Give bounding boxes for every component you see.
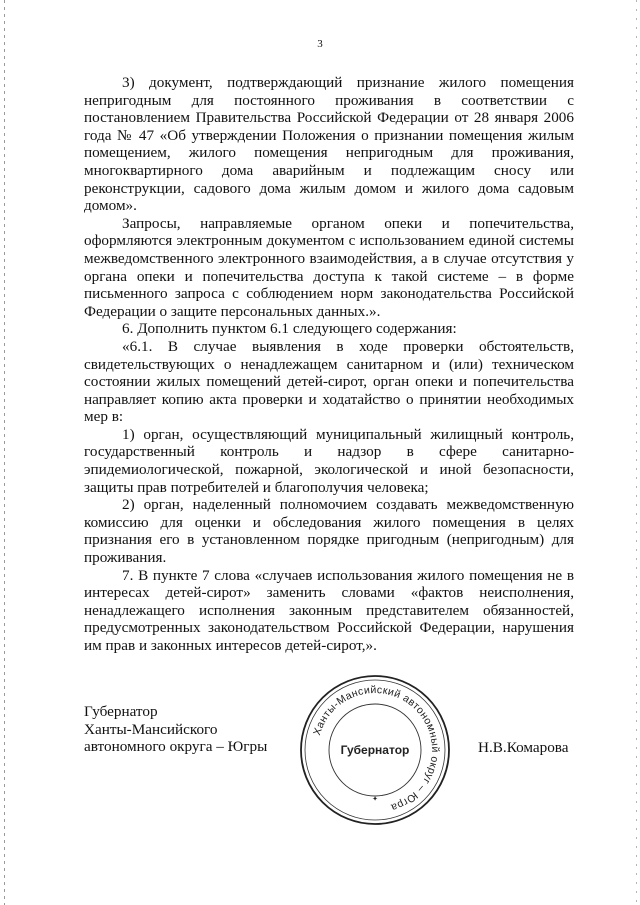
paragraph: 3) документ, подтверждающий признание жилого помещения непригодным для постоянного проживания в соответствии с постановлением Правительства Российской Федерации от 28 января 2006 года № 47 «Об утверждении Положения о признании помещения жилым помещением, жилого помещения непригодным для проживания, многоквартирного дома аварийным и подлежащим сносу или реконструкции, садового дома жилым домом и жилого дома садовым домом».: [84, 74, 574, 215]
stamp-ring-text: Ханты-Мансийский автономный округ – Югра: [311, 683, 442, 814]
document-body: [84, 74, 574, 655]
scan-right-edge: [636, 0, 637, 905]
stamp-star: ✦: [372, 795, 378, 803]
position-line: Губернатор: [84, 703, 158, 720]
paragraph: «6.1. В случае выявления в ходе проверки обстоятельств, свидетельствующих о ненадлежащем санитарном и (или) техническом состоянии жилых помещений детей-сирот, орган опеки и попечительства направляет копию акта проверки и ходатайство о принятии необходимых мер в:: [84, 337, 574, 426]
position-line: автономного округа – Югры: [84, 738, 268, 756]
page-number: 3: [317, 38, 323, 50]
paragraph: Запросы, направляемые органом опеки и попечительства, оформляются электронным документом с использованием единой системы межведомственного электронного взаимодействия, а в случае отсутствия у органа опеки и попечительства доступа к такой системе – в форме письменного запроса с соблюдением норм законодательства Российской Федерации о защите персональных данных.».: [84, 214, 574, 320]
stamp-center-text: Губернатор: [340, 743, 410, 757]
signatory-name: Н.В.Комарова: [478, 739, 569, 756]
official-stamp: [295, 670, 455, 830]
signatory-position: [84, 703, 267, 756]
paragraph: 1) орган, осуществляющий муниципальный жилищный контроль, государственный контроль и надзор в сфере санитарно-эпидемиологической, пожарной, экологической и иной безопасности, защиты прав потребителей и благополучия человека;: [84, 425, 574, 496]
scan-left-edge: [4, 0, 5, 905]
paragraph: 7. В пункте 7 слова «случаев использования жилого помещения не в интересах детей-сирот» заменить словами «фактов неисполнения, ненадлежащего исполнения законным представителем обязанностей, предусмотренных законодательством Российской Федерации, нарушения им прав и законных интересов детей-сирот,».: [84, 566, 574, 654]
paragraph: 2) орган, наделенный полномочием создавать межведомственную комиссию для оценки и обследования жилого помещения в целях признания его в установленном порядке пригодным (непригодным) для проживания.: [84, 496, 574, 567]
position-line: Ханты-Мансийского: [84, 720, 218, 738]
paragraph: 6. Дополнить пунктом 6.1 следующего содержания:: [122, 320, 457, 338]
